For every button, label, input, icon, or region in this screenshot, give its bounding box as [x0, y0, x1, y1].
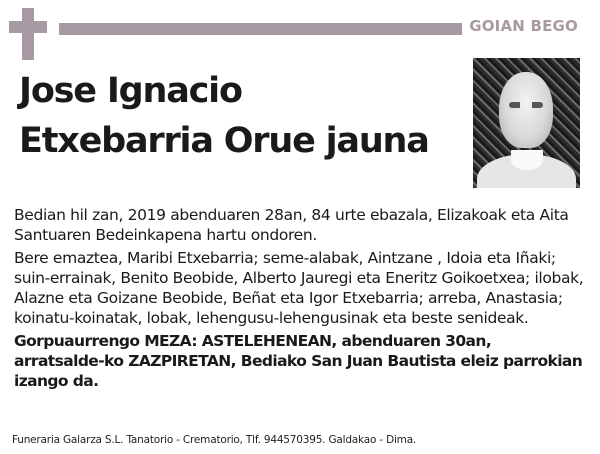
header-divider-bar [59, 23, 462, 35]
funeral-home-footer: Funeraria Galarza S.L. Tanatorio - Crematorio, Tlf. 944570395. Galdakao - Dima. [12, 434, 417, 446]
announcement-body [14, 205, 584, 394]
cross-icon-vertical [22, 8, 34, 60]
deceased-name [19, 66, 464, 166]
portrait-face [499, 72, 553, 148]
cross-icon-horizontal [9, 21, 47, 33]
death-notice-paragraph: Bedian hil zan, 2019 abenduaren 28an, 84 urte ebazala, Elizakoak eta Aita Santuaren Bedeinkapena hartu ondoren. [14, 206, 569, 244]
deceased-portrait-photo [473, 58, 580, 188]
deceased-name-line1: Jose Ignacio [19, 71, 242, 111]
deceased-name-line2: Etxebarria Orue jauna [19, 121, 429, 161]
brand-label: GOIAN BEGO [469, 17, 578, 35]
mass-paragraph: Gorpuaurrengo MEZA: ASTELEHENEAN, abenduaren 30an, arratsalde-ko ZAZPIRETAN, Bediako San Juan Bautista eleiz parrokian izango da. [14, 332, 583, 390]
portrait-collar [511, 150, 543, 170]
family-paragraph: Bere emaztea, Maribi Etxebarria; seme-alabak, Aintzane , Idoia eta Iñaki; suin-errainak, Benito Beobide, Alberto Jauregi eta Eneritz Goikoetxea; ilobak, Alazne eta Goizane Beobide, Beñat eta Igor Etxebarria; arreba, Anastasia; koinatu-koinatak, lobak, lehengusu-lehengusinak eta beste senideak. [14, 249, 584, 327]
portrait-eyes [509, 102, 543, 108]
